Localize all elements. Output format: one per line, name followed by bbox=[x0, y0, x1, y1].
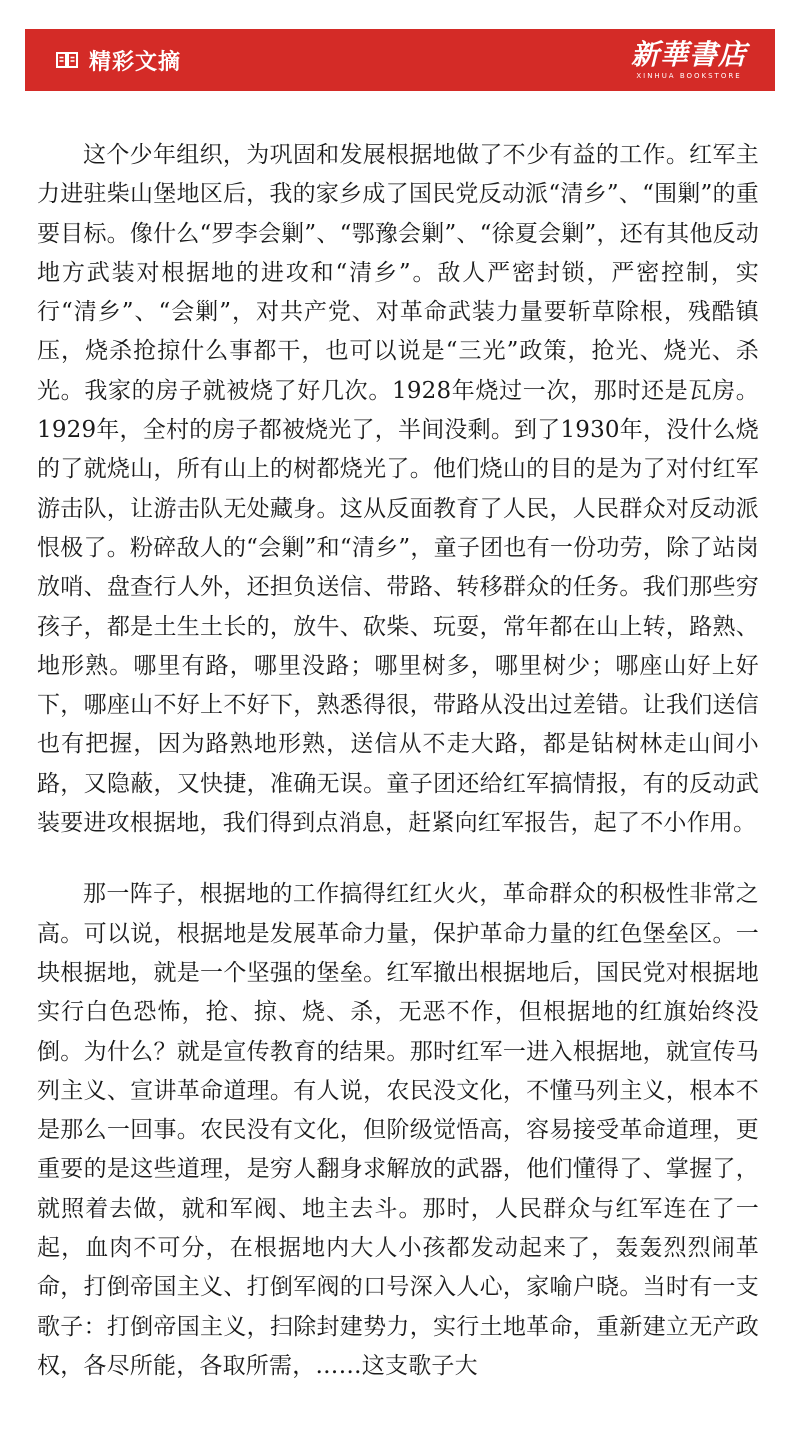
paragraph-2: 那一阵子，根据地的工作搞得红红火火，革命群众的积极性非常之高。可以说，根据地是发展革命力量，保护革命力量的红色堡垒区。一块根据地，就是一个坚强的堡垒。红军撤出根据地后，国民党对根据地实行白色恐怖，抢、掠、烧、杀，无恶不作，但根据地的红旗始终没倒。为什么？就是宣传教育的结果。那时红军一进入根据地，就宣传马列主义、宣讲革命道理。有人说，农民没文化，不懂马列主义，根本不是那么一回事。农民没有文化，但阶级觉悟高，容易接受革命道理，更重要的是这些道理，是穷人翻身求解放的武器，他们懂得了、掌握了，就照着去做，就和军阀、地主去斗。那时，人民群众与红军连在了一起，血肉不可分，在根据地内大人小孩都发动起来了，轰轰烈烈闹革命，打倒帝国主义、打倒军阀的口号深入人心，家喻户晓。当时有一支歌子：打倒帝国主义，扫除封建势力，实行土地革命，重新建立无产政权，各尽所能，各取所需，……这支歌子大 bbox=[37, 881, 759, 1379]
bookstore-logo bbox=[630, 37, 747, 81]
brand-subtitle: XINHUA BOOKSTORE bbox=[636, 71, 742, 80]
paragraph-1: 这个少年组织，为巩固和发展根据地做了不少有益的工作。红军主力进驻柴山堡地区后，我的家乡成了国民党反动派“清乡”、“围剿”的重要目标。像什么“罗李会剿”、“鄂豫会剿”、“徐夏会剿”，还有其他反动地方武装对根据地的进攻和“清乡”。敌人严密封锁，严密控制，实行“清乡”、“会剿”，对共产党、对革命武装力量要斩草除根，残酷镇压，烧杀抢掠什么事都干，也可以说是“三光”政策，抢光、烧光、杀光。我家的房子就被烧了好几次。1928年烧过一次，那时还是瓦房。1929年，全村的房子都被烧光了，半间没剩。到了1930年，没什么烧的了就烧山，所有山上的树都烧光了。他们烧山的目的是为了对付红军游击队，让游击队无处藏身。这从反面教育了人民，人民群众对反动派恨极了。粉碎敌人的“会剿”和“清乡”，童子团也有一份功劳，除了站岗放哨、盘查行人外，还担负送信、带路、转移群众的任务。我们那些穷孩子，都是土生土长的，放牛、砍柴、玩耍，常年都在山上转，路熟、地形熟。哪里有路，哪里没路；哪里树多，哪里树少；哪座山好上好下，哪座山不好上不好下，熟悉得很，带路从没出过差错。让我们送信也有把握，因为路熟地形熟，送信从不走大路，都是钻树林走山间小路，又隐蔽，又快捷，准确无误。童子团还给红军搞情报，有的反动武装要进攻根据地，我们得到点消息，赶紧向红军报告，起了不小作用。 bbox=[37, 142, 759, 837]
section-title: 精彩文摘 bbox=[89, 49, 182, 75]
header-bar bbox=[25, 29, 775, 91]
brand-name: 新華書店 bbox=[630, 37, 747, 71]
open-book-icon bbox=[55, 50, 79, 70]
article-body bbox=[37, 136, 759, 1386]
section-header bbox=[55, 45, 181, 76]
